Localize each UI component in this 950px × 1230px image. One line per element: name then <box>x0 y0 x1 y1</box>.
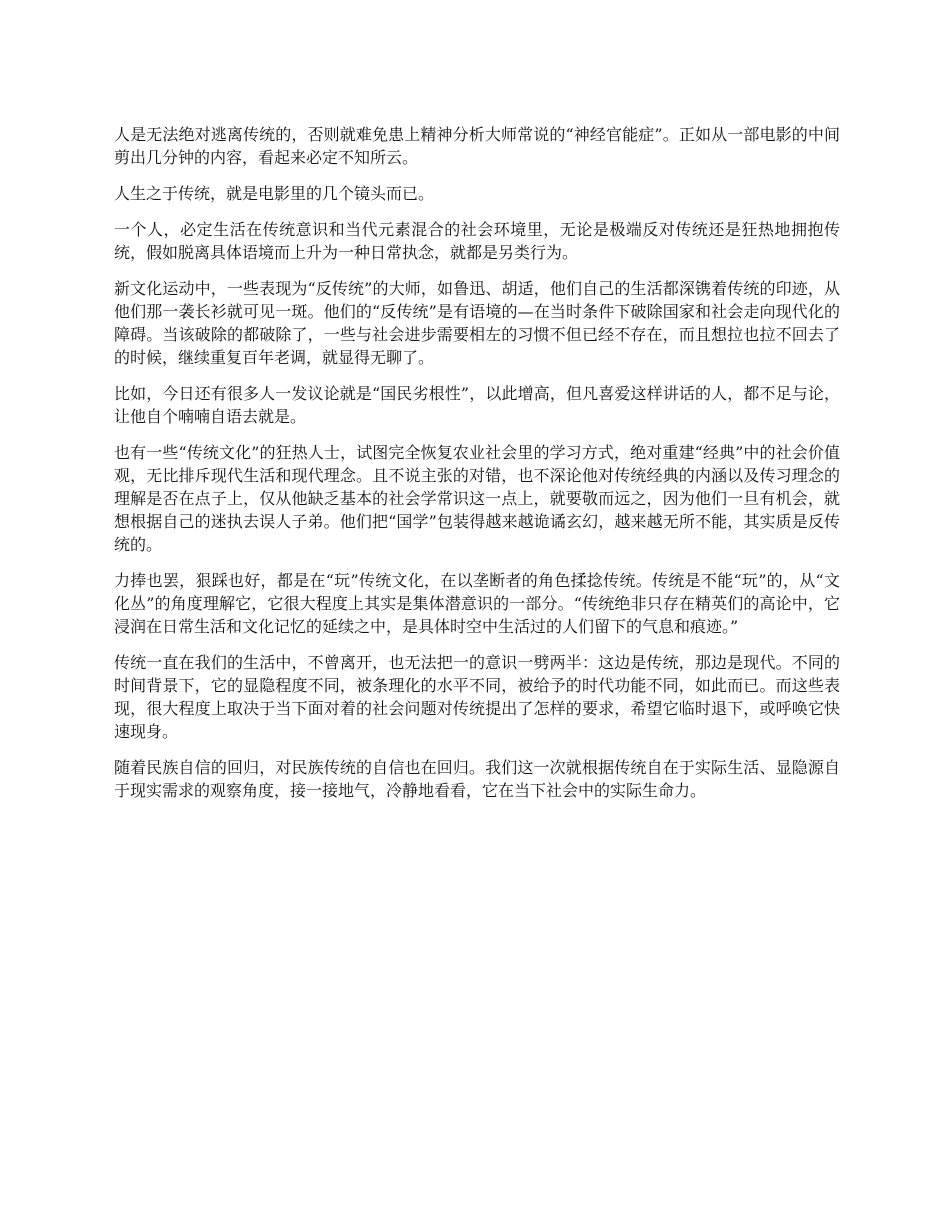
paragraph-7: 力捧也罢，狠踩也好，都是在“玩”传统文化，在以垄断者的角色揉捻传统。传统是不能“玩”的，从“文化丛”的角度理解它，它很大程度上其实是集体潜意识的一部分。“传统绝非只存在精英们的高论中，它浸润在日常生活和文化记忆的延续之中，是具体时空中生活过的人们留下的气息和痕迹。” <box>114 571 840 636</box>
paragraph-2: 人生之于传统，就是电影里的几个镜头而已。 <box>114 184 435 203</box>
paragraph-8: 传统一直在我们的生活中，不曾离开，也无法把一的意识一劈两半：这边是传统，那边是现代。不同的时间背景下，它的显隐程度不同，被条理化的水平不同，被给予的时代功能不同，如此而已。而这些表现，很大程度上取决于当下面对着的社会问题对传统提出了怎样的要求，希望它临时退下，或呼唤它快速现身。 <box>114 653 840 741</box>
paragraph-9: 随着民族自信的回归，对民族传统的自信也在回归。我们这一次就根据传统自在于实际生活、显隐源自于现实需求的观察角度，接一接地气，冷静地看看，它在当下社会中的实际生命力。 <box>114 758 840 800</box>
paragraph-1: 人是无法绝对逃离传统的，否则就难免患上精神分析大师常说的“神经官能症”。正如从一部电影的中间剪出几分钟的内容，看起来必定不知所云。 <box>114 125 840 167</box>
paragraph-5: 比如，今日还有很多人一发议论就是“国民劣根性”，以此增高，但凡喜爱这样讲话的人，都不足与论，让他自个喃喃自语去就是。 <box>114 384 840 426</box>
paragraph-3: 一个人，必定生活在传统意识和当代元素混合的社会环境里，无论是极端反对传统还是狂热地拥抱传统，假如脱离具体语境而上升为一种日常执念，就都是另类行为。 <box>114 220 840 262</box>
paragraph-4: 新文化运动中，一些表现为“反传统”的大师，如鲁迅、胡适，他们自己的生活都深镌着传统的印迹，从他们那一袭长衫就可见一斑。他们的“反传统”是有语境的—在当时条件下破除国家和社会走向现代化的障碍。当该破除的都破除了，一些与社会进步需要相左的习惯不但已经不存在，而且想拉也拉不回去了的时候，继续重复百年老调，就显得无聊了。 <box>114 279 840 367</box>
document-body <box>114 123 840 815</box>
paragraph-6: 也有一些“传统文化”的狂热人士，试图完全恢复农业社会里的学习方式，绝对重建“经典”中的社会价值观，无比排斥现代生活和现代理念。且不说主张的对错，也不深论他对传统经典的内涵以及传习理念的理解是否在点子上，仅从他缺乏基本的社会学常识这一点上，就要敬而远之，因为他们一旦有机会，就想根据自己的迷执去误人子弟。他们把“国学”包装得越来越诡谲玄幻，越来越无所不能，其实质是反传统的。 <box>114 443 840 554</box>
